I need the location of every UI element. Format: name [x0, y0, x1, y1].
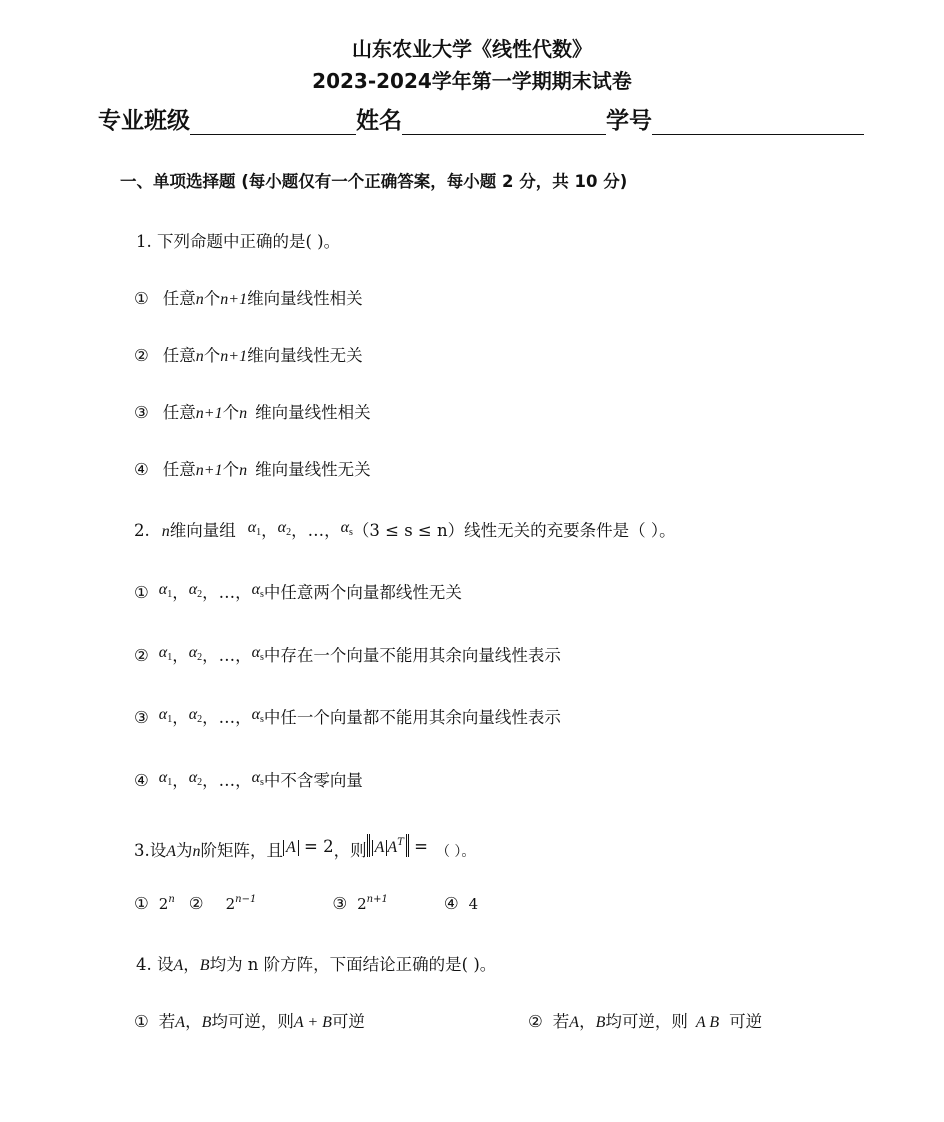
- det-condition: A = 2: [283, 837, 334, 856]
- option-text: 均可逆，则: [211, 1012, 294, 1031]
- q2-option-3: ③ $\alpha_1$，$\alpha_2$，…，$\alpha_s$中任一个向量都不能用其余向量线性表示: [134, 706, 561, 727]
- math-var: n: [239, 462, 248, 479]
- answer-blank: （ ）。: [435, 844, 476, 860]
- option-text: 个: [203, 346, 221, 365]
- q2-option-2: ② $\alpha_1$，$\alpha_2$，…，$\alpha_s$中存在一个向量不能用其余向量线性表示: [134, 644, 561, 665]
- vector-alpha-s: $\alpha_s$: [340, 519, 353, 538]
- option-mark: ②: [528, 1012, 543, 1031]
- option-mark: ④: [443, 894, 459, 913]
- option-value: 2: [357, 895, 367, 913]
- math-expr: n+1: [220, 291, 248, 308]
- option-mark: ④: [134, 460, 149, 479]
- q2-option-1: ① $\alpha_1$，$\alpha_2$，…，$\alpha_s$中任意两个向量都线性无关: [134, 581, 462, 602]
- option-text: 若: [158, 1012, 176, 1031]
- option-text: 维向量线性相关: [255, 403, 371, 422]
- option-mark: ④: [134, 771, 149, 790]
- math-expr: n+1: [195, 405, 223, 422]
- option-text: 中存在一个向量不能用其余向量线性表示: [263, 646, 561, 665]
- option-text: 维向量线性相关: [247, 289, 363, 308]
- major-class-label: 专业班级: [98, 108, 190, 134]
- option-text: 个: [222, 460, 240, 479]
- math-var: n: [161, 523, 170, 540]
- stem-text: 阶矩阵，且: [200, 841, 284, 860]
- question-2-stem: 2. n维向量组 $\alpha_1$，$\alpha_2$，…，$\alpha_s(3 \le s \le n)$线性无关的充要条件是（ ）。: [134, 519, 676, 540]
- q1-option-4: [134, 456, 371, 480]
- option-text: 维向量线性无关: [247, 346, 363, 365]
- option-text: 可逆: [331, 1012, 365, 1031]
- stem-text: ，则: [333, 841, 367, 860]
- name-field[interactable]: [402, 108, 606, 135]
- option-text: 中任一个向量都不能用其余向量线性表示: [263, 708, 561, 727]
- q2-option-4: ④ $\alpha_1$，$\alpha_2$，…，$\alpha_s$中不含零向量: [134, 769, 363, 790]
- option-text: 均可逆，则: [605, 1012, 688, 1031]
- student-id-field[interactable]: [652, 108, 864, 135]
- q3-options: [134, 894, 478, 913]
- option-mark: ②: [134, 646, 149, 665]
- option-value: 4: [468, 895, 479, 913]
- option-exponent: n−1: [235, 894, 257, 905]
- option-text: 个: [222, 403, 240, 422]
- option-mark: ①: [134, 894, 149, 913]
- question-number: 2.: [134, 521, 150, 540]
- stem-text: 均为 n 阶方阵，下面结论正确的是( )。: [209, 955, 497, 974]
- stem-text: 线性无关的充要条件是（ ）。: [464, 521, 676, 540]
- stem-text: 3.设: [134, 841, 167, 860]
- q1-option-1: [134, 285, 363, 309]
- math-expr: A + B: [293, 1014, 332, 1031]
- stem-text: 维向量组: [169, 521, 236, 540]
- vector-alpha-1: $\alpha_1$: [247, 519, 262, 538]
- math-var: A: [173, 957, 184, 974]
- q4-option-1: ① 若A，B均可逆，则A + B可逆: [134, 1012, 365, 1031]
- option-mark: ③: [134, 708, 149, 727]
- math-expr: A B: [695, 1014, 720, 1031]
- option-text: 任意: [162, 346, 196, 365]
- option-text: 任意: [162, 460, 196, 479]
- option-text: 维向量线性无关: [255, 460, 371, 479]
- option-text: 任意: [162, 403, 196, 422]
- math-expr: n+1: [220, 348, 248, 365]
- vector-alpha-2: $\alpha_2$: [277, 519, 292, 538]
- option-mark: ①: [134, 583, 149, 602]
- q1-option-3: [134, 399, 371, 423]
- section-heading: 一、单项选择题 (每小题仅有一个正确答案，每小题 2 分，共 10 分): [120, 172, 628, 191]
- math-var: n: [195, 291, 204, 308]
- stem-text: 4. 设: [136, 955, 174, 974]
- option-text: 中不含零向量: [263, 771, 363, 790]
- option-text: 个: [203, 289, 221, 308]
- q1-option-2: [134, 342, 363, 366]
- math-var: n: [195, 348, 204, 365]
- option-mark: ③: [332, 894, 348, 913]
- question-3-stem: [134, 834, 475, 861]
- option-mark: ①: [134, 1012, 149, 1031]
- option-exponent: n+1: [366, 894, 388, 905]
- student-info-row: [98, 103, 864, 135]
- option-exponent: n: [168, 894, 175, 905]
- option-value: 2: [158, 895, 169, 913]
- student-id-label: 学号: [606, 108, 652, 134]
- major-class-field[interactable]: [190, 108, 356, 135]
- option-text: 中任意两个向量都线性无关: [263, 583, 462, 602]
- stem-text: 为: [176, 841, 193, 860]
- q4-option-2: ② 若A，B均可逆，则 A B 可逆: [528, 1012, 763, 1031]
- question-4-stem: 4. 设A，B均为 n 阶方阵，下面结论正确的是( )。: [136, 955, 497, 974]
- math-expr: n+1: [195, 462, 223, 479]
- option-text: 若: [552, 1012, 570, 1031]
- option-mark: ②: [134, 346, 149, 365]
- option-text: 可逆: [729, 1012, 763, 1031]
- exam-title: 山东农业大学《线性代数》: [352, 37, 592, 61]
- question-1-stem: 1. 下列命题中正确的是( )。: [136, 232, 341, 251]
- option-text: 任意: [162, 289, 196, 308]
- exam-subtitle: 2023-2024学年第一学期期末试卷: [312, 69, 632, 93]
- option-mark: ①: [134, 289, 149, 308]
- math-var: A: [166, 843, 177, 860]
- option-value: 2: [225, 895, 236, 913]
- name-label: 姓名: [356, 108, 402, 134]
- math-var: n: [239, 405, 248, 422]
- det-expression: A $A^T$ =: [367, 837, 428, 856]
- math-var: B: [199, 957, 210, 974]
- option-mark: ③: [134, 403, 149, 422]
- range-condition: （3 ≤ s ≤ n）: [352, 521, 465, 540]
- option-mark: ②: [188, 894, 204, 913]
- math-var: n: [192, 843, 201, 860]
